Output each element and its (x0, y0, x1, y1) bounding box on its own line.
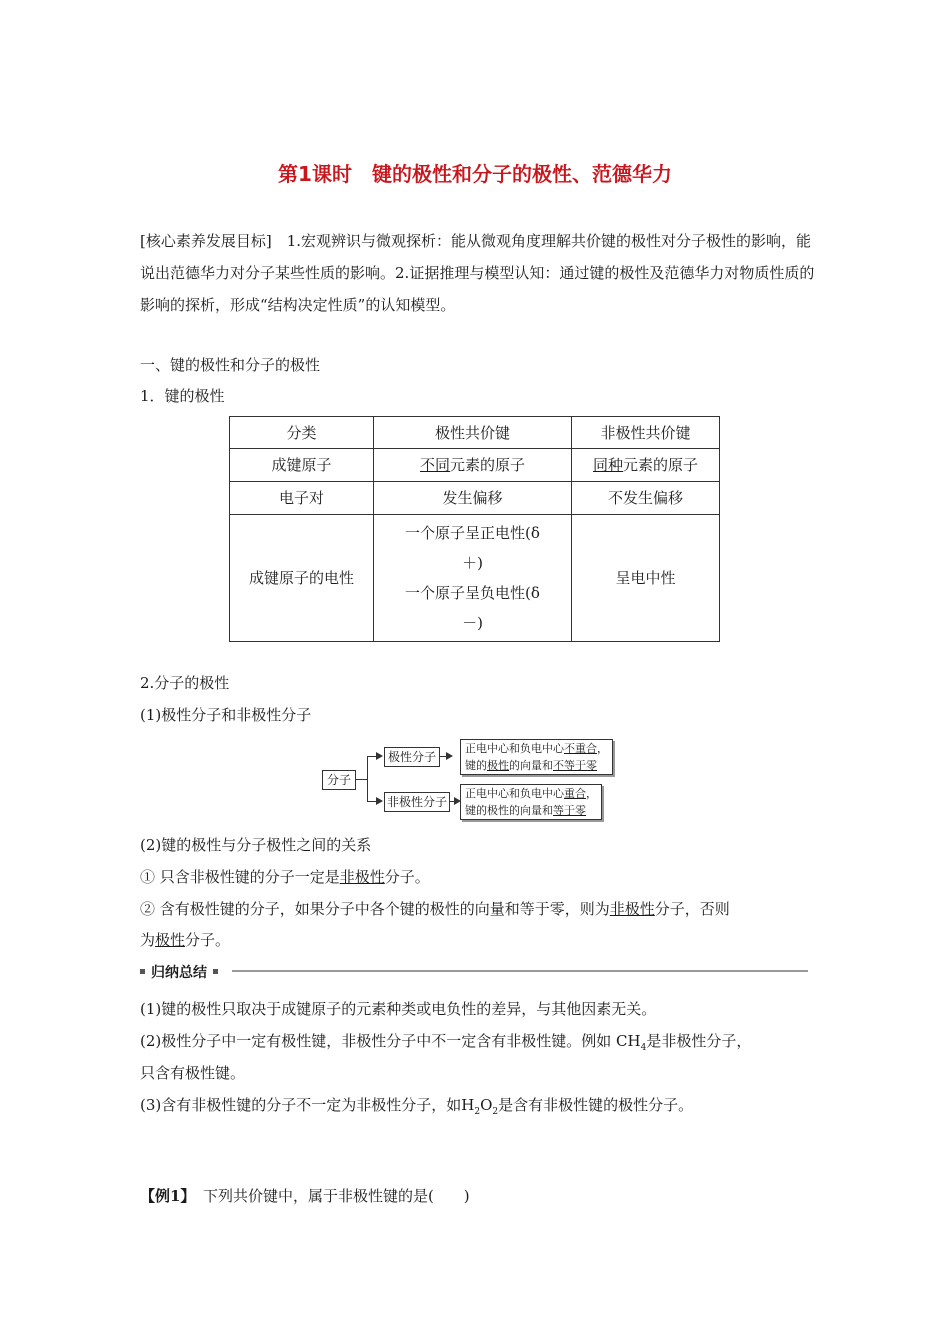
subheading-molecule-polarity: 2.分子的极性 (140, 674, 230, 692)
bond-polarity-table (229, 416, 720, 642)
rule-1: ① 只含非极性键的分子一定是非极性分子。 (140, 868, 430, 886)
summary-point-3: (3)含有非极性键的分子不一定为非极性分子，如$H_2O_2$是含有非极性键的极性分子。 (140, 1096, 694, 1117)
page-title: 第1课时 键的极性和分子的极性、范德华力 (278, 162, 672, 186)
root-box: 分子 (322, 770, 356, 790)
summary-heading: 归纳总结 (140, 962, 218, 982)
summary-point-1: (1)键的极性只取决于成键原子的元素种类或电负性的差异，与其他因素无关。 (140, 1000, 657, 1018)
table-cell: 成键原子的电性 (230, 515, 374, 642)
summary-point-2: (2)极性分子中一定有极性键，非极性分子中不一定含有非极性键。例如 $CH_4$是非极性分子， (140, 1032, 752, 1053)
square-bullet-icon (213, 969, 218, 974)
table-cell: 成键原子 (230, 449, 374, 482)
goal-label: [核心素养发展目标] (140, 232, 272, 250)
polar-molecule-box: 极性分子 (384, 747, 440, 767)
nonpolar-description-box: 正电中心和负电中心重合， 键的极性的向量和等于零 (460, 784, 602, 820)
rule-2: ② 含有极性键的分子，如果分子中各个键的极性的向量和等于零，则为非极性分子，否则 (140, 900, 730, 918)
table-header: 分类 (230, 417, 374, 449)
nonpolar-molecule-box: 非极性分子 (384, 792, 450, 812)
table-header: 极性共价键 (374, 417, 572, 449)
section-heading: 一、键的极性和分子的极性 (140, 356, 321, 374)
example-label: 【例1】 (140, 1187, 188, 1205)
example-text: 下列共价键中，属于非极性键的是( ) (202, 1187, 470, 1205)
rule-2-cont: 为极性分子。 (140, 931, 231, 949)
table-cell: 电子对 (230, 482, 374, 515)
table-cell: 不发生偏移 (572, 482, 720, 515)
table-cell: 一个原子呈正电性(δ ＋) 一个原子呈负电性(δ －) (374, 515, 572, 642)
polar-description-box: 正电中心和负电中心不重合， 键的极性的向量和不等于零 (460, 739, 613, 775)
table-cell: 发生偏移 (374, 482, 572, 515)
summary-point-2-cont: 只含有极性键。 (140, 1064, 246, 1082)
example-1 (140, 1185, 470, 1206)
square-bullet-icon (140, 969, 145, 974)
table-cell: 不同元素的原子 (374, 449, 572, 482)
subheading-relation: (2)键的极性与分子极性之间的关系 (140, 836, 372, 854)
table-cell: 呈电中性 (572, 515, 720, 642)
goal-text: 1.宏观辨识与微观探析：能从微观角度理解共价键的极性对分子极性的影响，能说出范德华力对分子某些性质的影响。2.证据推理与模型认知：通过键的极性及范德华力对物质性质的影响的探析，形成“结构决定性质”的认知模型。 (140, 232, 815, 314)
subheading-bond-polarity: 1．键的极性 (140, 387, 225, 405)
core-goal (140, 225, 820, 321)
table-cell: 同种元素的原子 (572, 449, 720, 482)
summary-divider (232, 970, 808, 972)
table-header: 非极性共价键 (572, 417, 720, 449)
subheading-polar-nonpolar: (1)极性分子和非极性分子 (140, 706, 312, 724)
